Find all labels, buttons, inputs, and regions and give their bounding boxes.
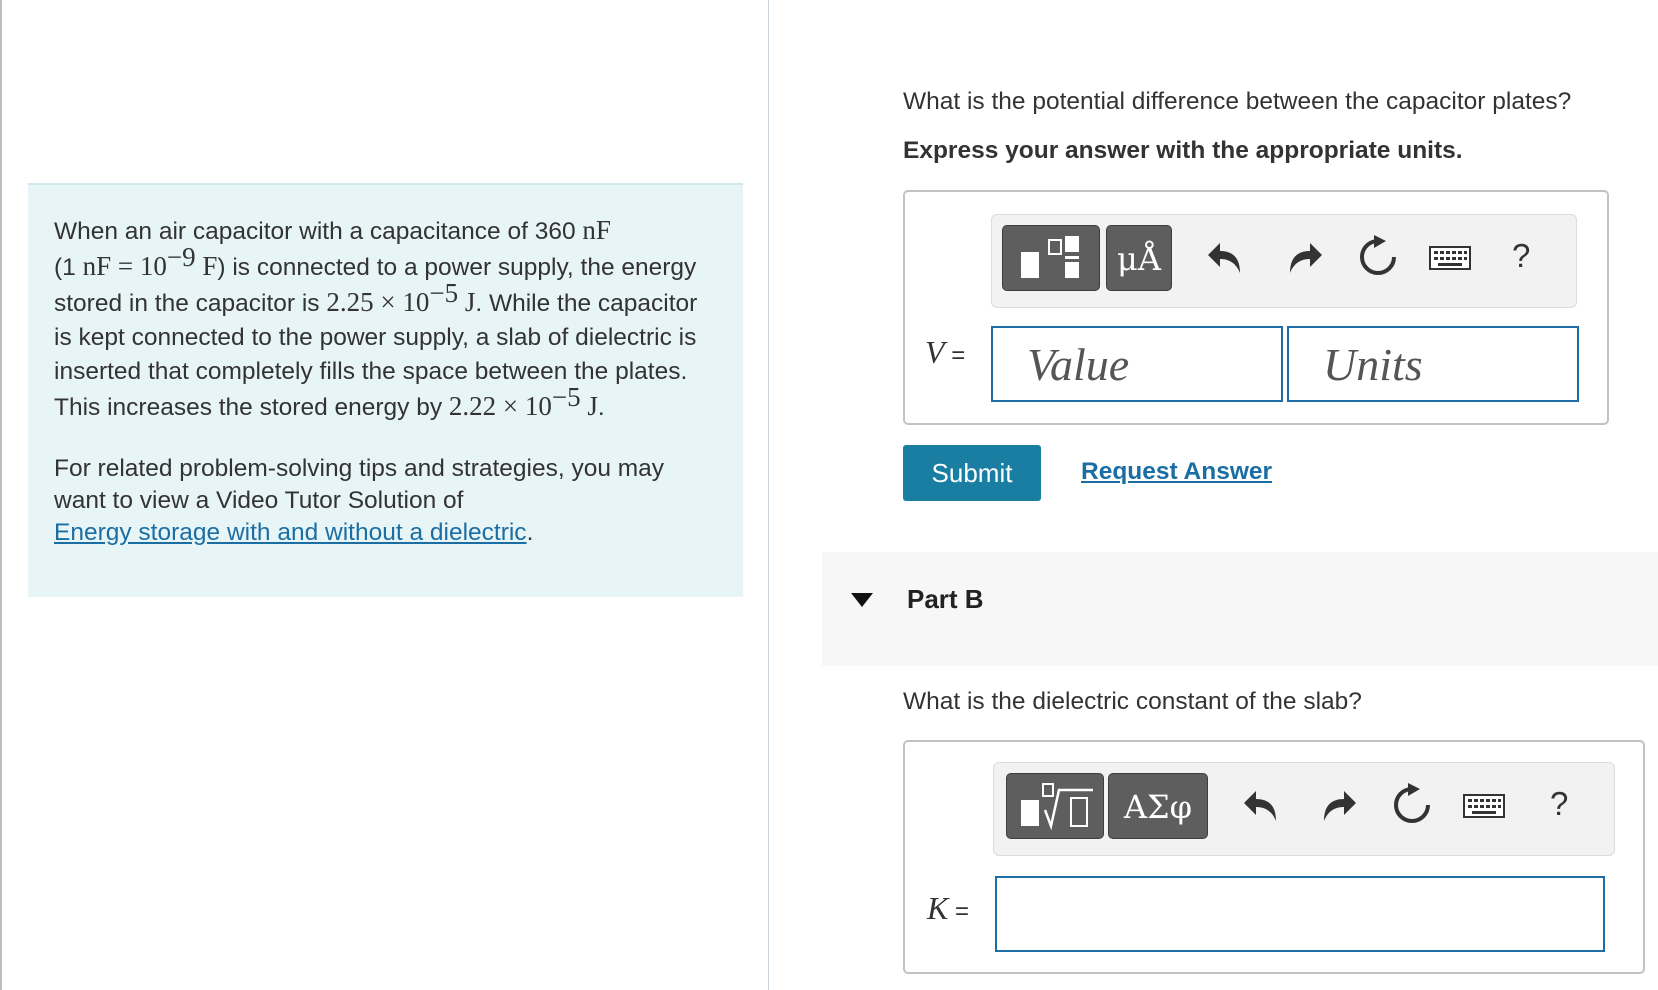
part-b-question: What is the dielectric constant of the slab? — [903, 688, 1362, 715]
part-a-question: What is the potential difference between the capacitor plates? — [903, 88, 1572, 115]
units-input[interactable] — [1287, 326, 1579, 402]
variable-k-label: K = — [927, 890, 970, 926]
column-divider — [768, 0, 769, 990]
dielectric-constant-input[interactable] — [995, 876, 1605, 952]
radical-template-icon — [1007, 774, 1105, 840]
redo-icon[interactable] — [1280, 233, 1328, 281]
templates-button[interactable] — [1002, 225, 1100, 291]
left-border — [0, 0, 2, 990]
reset-icon[interactable] — [1354, 233, 1402, 281]
help-button[interactable]: ? — [1512, 237, 1531, 274]
variable-v-label: V = — [925, 334, 966, 370]
part-a-answer-box — [903, 190, 1609, 425]
fraction-template-icon — [1003, 226, 1101, 292]
units-button[interactable]: μÅ — [1106, 225, 1172, 291]
templates-button[interactable] — [1006, 773, 1104, 839]
part-b-toolbar — [993, 762, 1615, 856]
problem-statement — [28, 183, 743, 597]
video-tutor-link[interactable]: Energy storage with and without a dielectric — [54, 519, 527, 546]
tips-text: For related problem-solving tips and strategies, you may want to view a Video Tutor Solution of Energy storage with and without a dielectric. — [54, 455, 665, 546]
value-input[interactable] — [991, 326, 1283, 402]
undo-icon[interactable] — [1238, 781, 1286, 829]
part-b-answer-box — [903, 740, 1645, 974]
keyboard-icon[interactable] — [1462, 781, 1506, 829]
symbols-button[interactable]: ΑΣφ — [1108, 773, 1208, 839]
problem-text: When an air capacitor with a capacitance of 360 nF (1 nF = $10^{-9}$ F) is connected to a power supply, the energy stored in the capacitor is $2.25 \times 10^{-5}$ J. While the capacitor is kept connected to the power supply, a slab of dielectric is inserted that completely fills the space between the plates. This increases the stored energy by $2.22 \times 10^{-5}$ J. — [54, 215, 698, 421]
submit-button[interactable]: Submit — [903, 445, 1041, 501]
redo-icon[interactable] — [1314, 781, 1362, 829]
part-b-title: Part B — [907, 584, 984, 614]
keyboard-icon[interactable] — [1428, 233, 1472, 281]
help-button[interactable]: ? — [1550, 785, 1569, 822]
part-a-instruction: Express your answer with the appropriate units. — [903, 137, 1463, 164]
part-a-toolbar — [991, 214, 1577, 308]
reset-icon[interactable] — [1388, 781, 1436, 829]
collapse-caret-icon[interactable] — [851, 593, 873, 607]
undo-icon[interactable] — [1202, 233, 1250, 281]
request-answer-link[interactable]: Request Answer — [1081, 458, 1273, 485]
